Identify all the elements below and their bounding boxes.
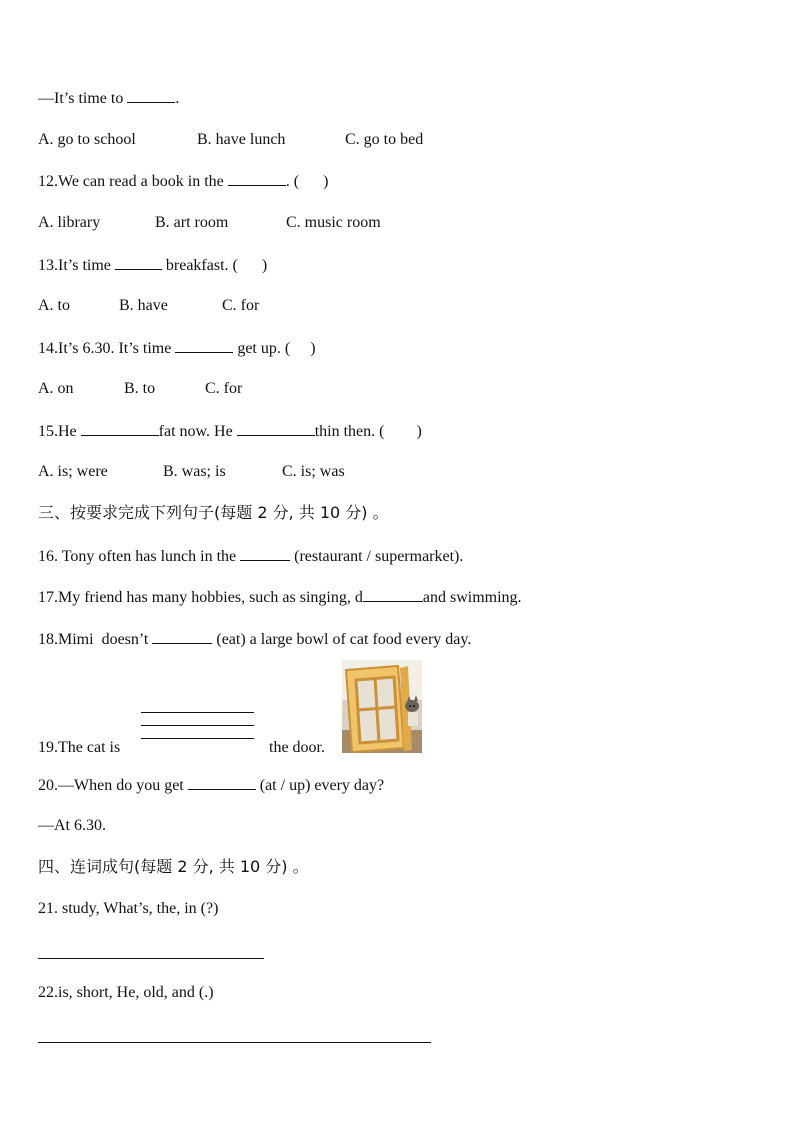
option-b[interactable]: B. have lunch [197,131,286,148]
question-22: 22.is, short, He, old, and (.) [38,984,214,1001]
answer-blank[interactable] [127,88,175,103]
question-16 [38,546,463,567]
answer-line-21[interactable] [38,958,264,959]
question-19-suffix: the door. [269,739,325,756]
question-21: 21. study, What’s, the, in (?) [38,900,219,917]
stem-text: 20.—When do you get [38,777,188,794]
option-c[interactable]: C. music room [286,214,381,231]
question-14-stem [38,338,316,359]
answer-line-22[interactable] [38,1042,431,1043]
answer-blank[interactable] [115,255,162,270]
question-11-stem [38,88,179,109]
option-c[interactable]: C. for [205,380,243,397]
option-a[interactable]: A. is; were [38,463,108,480]
answer-blank[interactable] [81,421,159,436]
option-a[interactable]: A. library [38,214,101,231]
option-a[interactable]: A. go to school [38,131,136,148]
question-20 [38,775,384,796]
stem-text: . ( ) [285,173,329,190]
stem-text: 13.It’s time [38,257,115,274]
answer-blank[interactable] [240,546,290,561]
stem-text: 14.It’s 6.30. It’s time [38,340,176,357]
stem-text: 17.My friend has many hobbies, such as singing, d [38,589,363,606]
stem-text: (at / up) every day? [255,777,385,794]
answer-blank[interactable] [228,171,286,186]
question-20-answer: —At 6.30. [38,817,106,834]
question-13-stem [38,255,267,276]
option-c[interactable]: C. go to bed [345,131,424,148]
option-a[interactable]: A. to [38,297,70,314]
stem-text: and swimming. [422,589,522,606]
option-c[interactable]: C. for [222,297,260,314]
section-3-heading: 三、按要求完成下列句子(每题 2 分, 共 10 分) 。 [38,503,389,522]
stem-text: fat now. He [158,423,237,440]
question-12-stem [38,171,328,192]
answer-blank[interactable] [237,421,315,436]
question-19-label: 19.The cat is [38,739,121,756]
option-a[interactable]: A. on [38,380,74,397]
option-b[interactable]: B. have [119,297,168,314]
stem-text: —It’s time to [38,90,128,107]
option-b[interactable]: B. art room [155,214,229,231]
cat-behind-door-picture [342,660,422,753]
answer-blank-multiline[interactable] [141,712,254,751]
stem-text: thin then. ( ) [314,423,422,440]
stem-text: (restaurant / supermarket). [290,548,464,565]
question-15-stem [38,421,422,442]
option-c[interactable]: C. is; was [282,463,345,480]
answer-blank[interactable] [363,587,423,602]
stem-text: (eat) a large bowl of cat food every day. [212,631,472,648]
section-4-heading: 四、连词成句(每题 2 分, 共 10 分) 。 [38,857,309,876]
stem-text: breakfast. ( ) [161,257,268,274]
answer-blank[interactable] [188,775,256,790]
option-b[interactable]: B. to [124,380,156,397]
option-b[interactable]: B. was; is [163,463,226,480]
answer-blank[interactable] [175,338,233,353]
stem-text: 12.We can read a book in the [38,173,228,190]
question-17 [38,587,522,608]
stem-text: 16. Tony often has lunch in the [38,548,241,565]
stem-text: 15.He [38,423,81,440]
stem-text: 18.Mimi doesn’t [38,631,153,648]
stem-text: . [175,90,180,107]
stem-text: get up. ( ) [233,340,316,357]
answer-blank[interactable] [152,629,212,644]
question-18 [38,629,471,650]
